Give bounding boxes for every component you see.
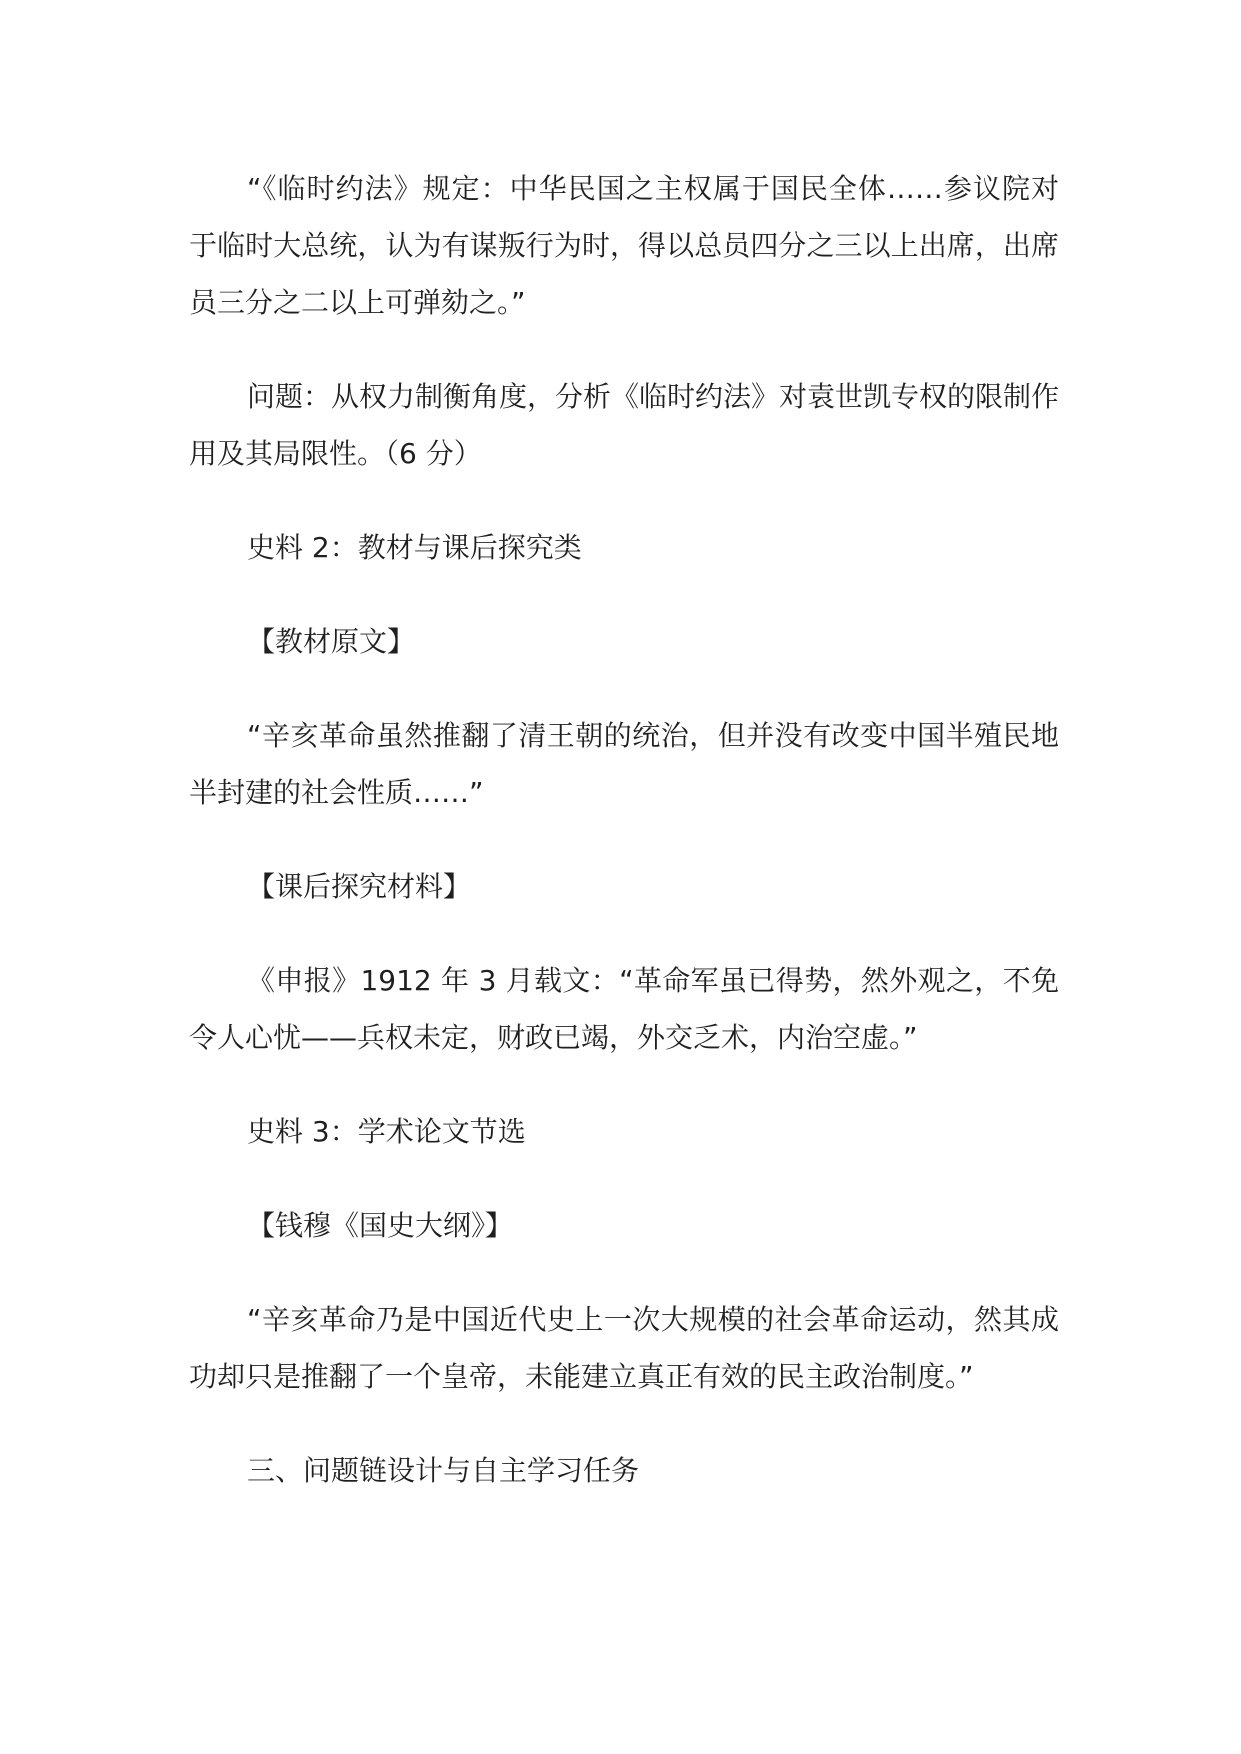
- paragraph-qian-mu-label: 【钱穆《国史大纲》】: [247, 1209, 514, 1242]
- paragraph-source-3-heading: 史料 3：学术论文节选: [247, 1115, 526, 1148]
- section-heading-question-chain: 三、问题链设计与自主学习任务: [247, 1454, 640, 1487]
- paragraph-textbook-quote: “辛亥革命虽然推翻了清王朝的统治，但并没有改变中国半殖民地半封建的社会性质……”: [189, 719, 1059, 809]
- paragraph-shenbao-quote: 《申报》1912 年 3 月载文：“革命军虽已得势，然外观之，不免令人心忧——兵权未定，财政已竭，外交乏术，内治空虚。”: [189, 964, 1059, 1054]
- paragraph-qian-mu-quote: “辛亥革命乃是中国近代史上一次大规模的社会革命运动，然其成功却只是推翻了一个皇帝，未能建立真正有效的民主政治制度。”: [189, 1303, 1059, 1393]
- paragraph-exploration-label: 【课后探究材料】: [247, 870, 472, 903]
- document-body: [189, 160, 1059, 1536]
- paragraph-question: 问题：从权力制衡角度，分析《临时约法》对袁世凯专权的限制作用及其局限性。（6 分）: [189, 380, 1060, 470]
- paragraph-textbook-label: 【教材原文】: [247, 625, 416, 658]
- paragraph-provisional-constitution-quote: “《临时约法》规定：中华民国之主权属于国民全体……参议院对于临时大总统，认为有谋叛行为时，得以总员四分之三以上出席，出席员三分之二以上可弹劾之。”: [189, 172, 1059, 319]
- paragraph-source-2-heading: 史料 2：教材与课后探究类: [247, 531, 582, 564]
